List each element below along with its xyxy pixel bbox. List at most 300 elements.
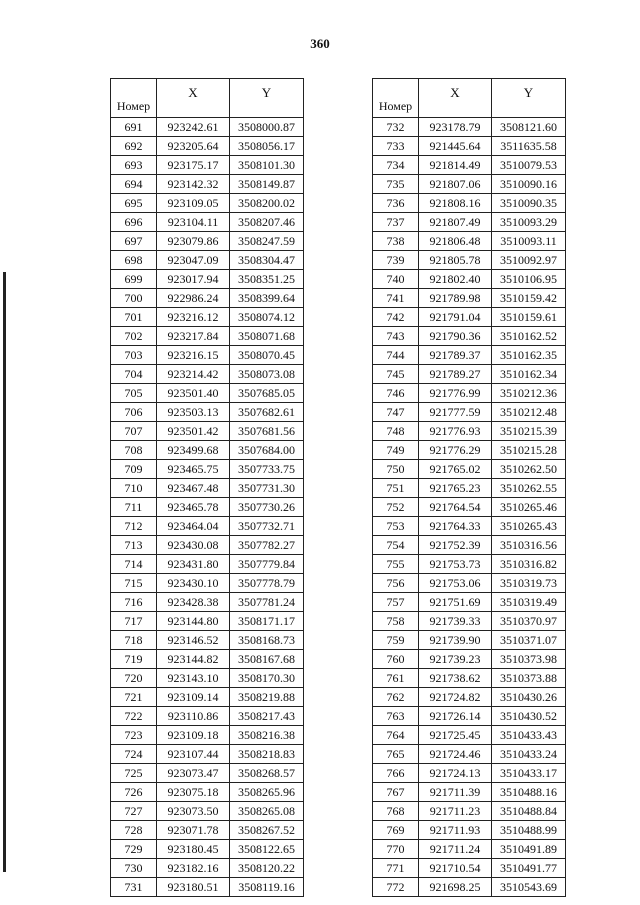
x-coordinate-cell: 921765.02 <box>419 460 492 479</box>
point-number-cell: 760 <box>373 650 419 669</box>
table-row <box>373 422 566 441</box>
point-number-cell: 751 <box>373 479 419 498</box>
table-row <box>111 745 304 764</box>
x-coordinate-cell: 923144.80 <box>157 612 230 631</box>
x-coordinate-cell: 923182.16 <box>157 859 230 878</box>
point-number-cell: 730 <box>111 859 157 878</box>
point-number-cell: 694 <box>111 175 157 194</box>
point-number-cell: 747 <box>373 403 419 422</box>
table-row <box>373 517 566 536</box>
table-row <box>111 137 304 156</box>
x-coordinate-cell: 921791.04 <box>419 308 492 327</box>
x-coordinate-cell: 921739.23 <box>419 650 492 669</box>
y-coordinate-cell: 3510162.52 <box>492 327 566 346</box>
y-coordinate-cell: 3510433.24 <box>492 745 566 764</box>
x-coordinate-cell: 923109.05 <box>157 194 230 213</box>
table-row <box>373 232 566 251</box>
x-coordinate-cell: 923216.15 <box>157 346 230 365</box>
x-coordinate-cell: 923146.52 <box>157 631 230 650</box>
table-row <box>373 156 566 175</box>
table-row <box>373 384 566 403</box>
point-number-cell: 731 <box>111 878 157 897</box>
point-number-cell: 710 <box>111 479 157 498</box>
table-row <box>111 308 304 327</box>
point-number-cell: 711 <box>111 498 157 517</box>
y-coordinate-cell: 3507779.84 <box>230 555 304 574</box>
point-number-cell: 764 <box>373 726 419 745</box>
y-coordinate-cell: 3508170.30 <box>230 669 304 688</box>
y-coordinate-cell: 3511635.58 <box>492 137 566 156</box>
x-coordinate-cell: 921724.13 <box>419 764 492 783</box>
table-row <box>373 555 566 574</box>
x-coordinate-cell: 923075.18 <box>157 783 230 802</box>
x-coordinate-cell: 921726.14 <box>419 707 492 726</box>
x-coordinate-cell: 921764.33 <box>419 517 492 536</box>
point-number-cell: 767 <box>373 783 419 802</box>
y-coordinate-cell: 3508219.88 <box>230 688 304 707</box>
table-row <box>111 669 304 688</box>
point-number-cell: 695 <box>111 194 157 213</box>
header-x: X <box>157 79 230 118</box>
y-coordinate-cell: 3510488.99 <box>492 821 566 840</box>
x-coordinate-cell: 921807.06 <box>419 175 492 194</box>
point-number-cell: 714 <box>111 555 157 574</box>
x-coordinate-cell: 923428.38 <box>157 593 230 612</box>
x-coordinate-cell: 923467.48 <box>157 479 230 498</box>
y-coordinate-cell: 3507682.61 <box>230 403 304 422</box>
table-row <box>111 327 304 346</box>
y-coordinate-cell: 3510488.84 <box>492 802 566 821</box>
x-coordinate-cell: 923017.94 <box>157 270 230 289</box>
y-coordinate-cell: 3508071.68 <box>230 327 304 346</box>
y-coordinate-cell: 3508056.17 <box>230 137 304 156</box>
table-row <box>373 707 566 726</box>
x-coordinate-cell: 923217.84 <box>157 327 230 346</box>
x-coordinate-cell: 922986.24 <box>157 289 230 308</box>
y-coordinate-cell: 3508247.59 <box>230 232 304 251</box>
table-row <box>111 726 304 745</box>
point-number-cell: 696 <box>111 213 157 232</box>
point-number-cell: 770 <box>373 840 419 859</box>
table-row <box>111 859 304 878</box>
point-number-cell: 768 <box>373 802 419 821</box>
point-number-cell: 693 <box>111 156 157 175</box>
point-number-cell: 754 <box>373 536 419 555</box>
x-coordinate-cell: 923175.17 <box>157 156 230 175</box>
table-row <box>111 384 304 403</box>
table-row <box>373 460 566 479</box>
point-number-cell: 759 <box>373 631 419 650</box>
table-row <box>373 612 566 631</box>
table-row <box>373 251 566 270</box>
y-coordinate-cell: 3510488.16 <box>492 783 566 802</box>
x-coordinate-cell: 923503.13 <box>157 403 230 422</box>
x-coordinate-cell: 921807.49 <box>419 213 492 232</box>
y-coordinate-cell: 3507681.56 <box>230 422 304 441</box>
x-coordinate-cell: 921753.73 <box>419 555 492 574</box>
table-row <box>111 688 304 707</box>
table-row <box>373 688 566 707</box>
y-coordinate-cell: 3510430.52 <box>492 707 566 726</box>
table-row <box>373 118 566 137</box>
page-number: 360 <box>310 36 330 51</box>
point-number-cell: 716 <box>111 593 157 612</box>
point-number-cell: 728 <box>111 821 157 840</box>
point-number-cell: 735 <box>373 175 419 194</box>
x-coordinate-cell: 921789.27 <box>419 365 492 384</box>
y-coordinate-cell: 3508168.73 <box>230 631 304 650</box>
y-coordinate-cell: 3508101.30 <box>230 156 304 175</box>
point-number-cell: 755 <box>373 555 419 574</box>
table-row <box>111 707 304 726</box>
table-body <box>373 118 566 897</box>
point-number-cell: 704 <box>111 365 157 384</box>
y-coordinate-cell: 3510371.07 <box>492 631 566 650</box>
table-row <box>373 650 566 669</box>
x-coordinate-cell: 923501.42 <box>157 422 230 441</box>
x-coordinate-cell: 921765.23 <box>419 479 492 498</box>
point-number-cell: 692 <box>111 137 157 156</box>
point-number-cell: 720 <box>111 669 157 688</box>
point-number-cell: 752 <box>373 498 419 517</box>
point-number-cell: 729 <box>111 840 157 859</box>
y-coordinate-cell: 3510265.43 <box>492 517 566 536</box>
y-coordinate-cell: 3508218.83 <box>230 745 304 764</box>
y-coordinate-cell: 3508267.52 <box>230 821 304 840</box>
point-number-cell: 745 <box>373 365 419 384</box>
x-coordinate-cell: 923465.75 <box>157 460 230 479</box>
table-row <box>373 859 566 878</box>
table-row <box>373 726 566 745</box>
y-coordinate-cell: 3508268.57 <box>230 764 304 783</box>
y-coordinate-cell: 3510373.98 <box>492 650 566 669</box>
table-row <box>111 612 304 631</box>
y-coordinate-cell: 3508399.64 <box>230 289 304 308</box>
point-number-cell: 723 <box>111 726 157 745</box>
x-coordinate-cell: 921777.59 <box>419 403 492 422</box>
table-row <box>111 498 304 517</box>
table-header-row <box>373 79 566 118</box>
table-row <box>111 631 304 650</box>
table-row <box>111 251 304 270</box>
x-coordinate-cell: 923073.47 <box>157 764 230 783</box>
y-coordinate-cell: 3510262.50 <box>492 460 566 479</box>
y-coordinate-cell: 3507731.30 <box>230 479 304 498</box>
x-coordinate-cell: 923205.64 <box>157 137 230 156</box>
point-number-cell: 766 <box>373 764 419 783</box>
table-row <box>373 764 566 783</box>
table-row <box>373 536 566 555</box>
point-number-cell: 746 <box>373 384 419 403</box>
y-coordinate-cell: 3508217.43 <box>230 707 304 726</box>
x-coordinate-cell: 921752.39 <box>419 536 492 555</box>
x-coordinate-cell: 921814.49 <box>419 156 492 175</box>
point-number-cell: 737 <box>373 213 419 232</box>
point-number-cell: 702 <box>111 327 157 346</box>
point-number-cell: 740 <box>373 270 419 289</box>
table-row <box>373 802 566 821</box>
table-row <box>111 555 304 574</box>
table-row <box>373 840 566 859</box>
x-coordinate-cell: 923431.80 <box>157 555 230 574</box>
point-number-cell: 749 <box>373 441 419 460</box>
point-number-cell: 761 <box>373 669 419 688</box>
y-coordinate-cell: 3508121.60 <box>492 118 566 137</box>
y-coordinate-cell: 3508073.08 <box>230 365 304 384</box>
x-coordinate-cell: 923144.82 <box>157 650 230 669</box>
x-coordinate-cell: 923047.09 <box>157 251 230 270</box>
table-row <box>373 213 566 232</box>
y-coordinate-cell: 3508119.16 <box>230 878 304 897</box>
y-coordinate-cell: 3507781.24 <box>230 593 304 612</box>
x-coordinate-cell: 921806.48 <box>419 232 492 251</box>
y-coordinate-cell: 3508265.96 <box>230 783 304 802</box>
x-coordinate-cell: 923430.08 <box>157 536 230 555</box>
y-coordinate-cell: 3510319.49 <box>492 593 566 612</box>
y-coordinate-cell: 3508000.87 <box>230 118 304 137</box>
point-number-cell: 758 <box>373 612 419 631</box>
y-coordinate-cell: 3510491.89 <box>492 840 566 859</box>
point-number-cell: 750 <box>373 460 419 479</box>
x-coordinate-cell: 923143.10 <box>157 669 230 688</box>
x-coordinate-cell: 923109.14 <box>157 688 230 707</box>
table-row <box>373 346 566 365</box>
x-coordinate-cell: 921711.24 <box>419 840 492 859</box>
point-number-cell: 701 <box>111 308 157 327</box>
table-row <box>111 878 304 897</box>
y-coordinate-cell: 3508200.02 <box>230 194 304 213</box>
point-number-cell: 708 <box>111 441 157 460</box>
x-coordinate-cell: 921789.98 <box>419 289 492 308</box>
x-coordinate-cell: 921776.93 <box>419 422 492 441</box>
table-row <box>111 175 304 194</box>
table-row <box>111 840 304 859</box>
point-number-cell: 725 <box>111 764 157 783</box>
point-number-cell: 719 <box>111 650 157 669</box>
table-row <box>373 441 566 460</box>
point-number-cell: 709 <box>111 460 157 479</box>
x-coordinate-cell: 923214.42 <box>157 365 230 384</box>
table-row <box>111 517 304 536</box>
point-number-cell: 715 <box>111 574 157 593</box>
y-coordinate-cell: 3508265.08 <box>230 802 304 821</box>
header-y: Y <box>230 79 304 118</box>
y-coordinate-cell: 3510370.97 <box>492 612 566 631</box>
x-coordinate-cell: 921725.45 <box>419 726 492 745</box>
coordinates-table-right <box>372 78 566 897</box>
coordinates-table-left <box>110 78 304 897</box>
point-number-cell: 748 <box>373 422 419 441</box>
y-coordinate-cell: 3508171.17 <box>230 612 304 631</box>
x-coordinate-cell: 923180.45 <box>157 840 230 859</box>
y-coordinate-cell: 3510162.35 <box>492 346 566 365</box>
y-coordinate-cell: 3508149.87 <box>230 175 304 194</box>
y-coordinate-cell: 3510430.26 <box>492 688 566 707</box>
x-coordinate-cell: 923107.44 <box>157 745 230 764</box>
x-coordinate-cell: 923071.78 <box>157 821 230 840</box>
y-coordinate-cell: 3507685.05 <box>230 384 304 403</box>
x-coordinate-cell: 921805.78 <box>419 251 492 270</box>
table-row <box>111 422 304 441</box>
x-coordinate-cell: 921764.54 <box>419 498 492 517</box>
table-row <box>373 194 566 213</box>
x-coordinate-cell: 923180.51 <box>157 878 230 897</box>
y-coordinate-cell: 3508207.46 <box>230 213 304 232</box>
point-number-cell: 772 <box>373 878 419 897</box>
header-number: Номер <box>111 79 157 118</box>
x-coordinate-cell: 921698.25 <box>419 878 492 897</box>
y-coordinate-cell: 3510159.42 <box>492 289 566 308</box>
point-number-cell: 727 <box>111 802 157 821</box>
x-coordinate-cell: 921711.39 <box>419 783 492 802</box>
y-coordinate-cell: 3510092.97 <box>492 251 566 270</box>
x-coordinate-cell: 923499.68 <box>157 441 230 460</box>
y-coordinate-cell: 3510373.88 <box>492 669 566 688</box>
x-coordinate-cell: 921738.62 <box>419 669 492 688</box>
table-row <box>111 574 304 593</box>
table-row <box>111 270 304 289</box>
y-coordinate-cell: 3510212.36 <box>492 384 566 403</box>
point-number-cell: 763 <box>373 707 419 726</box>
y-coordinate-cell: 3508070.45 <box>230 346 304 365</box>
y-coordinate-cell: 3510433.43 <box>492 726 566 745</box>
table-row <box>373 327 566 346</box>
point-number-cell: 706 <box>111 403 157 422</box>
y-coordinate-cell: 3508167.68 <box>230 650 304 669</box>
y-coordinate-cell: 3510433.17 <box>492 764 566 783</box>
x-coordinate-cell: 921751.69 <box>419 593 492 612</box>
x-coordinate-cell: 921710.54 <box>419 859 492 878</box>
y-coordinate-cell: 3508074.12 <box>230 308 304 327</box>
table-row <box>111 213 304 232</box>
table-row <box>373 498 566 517</box>
y-coordinate-cell: 3510159.61 <box>492 308 566 327</box>
point-number-cell: 712 <box>111 517 157 536</box>
point-number-cell: 744 <box>373 346 419 365</box>
y-coordinate-cell: 3510265.46 <box>492 498 566 517</box>
table-row <box>373 669 566 688</box>
point-number-cell: 743 <box>373 327 419 346</box>
x-coordinate-cell: 921790.36 <box>419 327 492 346</box>
y-coordinate-cell: 3510093.11 <box>492 232 566 251</box>
table-row <box>111 460 304 479</box>
x-coordinate-cell: 923142.32 <box>157 175 230 194</box>
point-number-cell: 771 <box>373 859 419 878</box>
y-coordinate-cell: 3510215.28 <box>492 441 566 460</box>
table-row <box>111 783 304 802</box>
y-coordinate-cell: 3508120.22 <box>230 859 304 878</box>
table-row <box>373 175 566 194</box>
y-coordinate-cell: 3510316.82 <box>492 555 566 574</box>
x-coordinate-cell: 923464.04 <box>157 517 230 536</box>
x-coordinate-cell: 923109.18 <box>157 726 230 745</box>
point-number-cell: 697 <box>111 232 157 251</box>
point-number-cell: 762 <box>373 688 419 707</box>
scan-edge-mark <box>3 272 6 872</box>
x-coordinate-cell: 921776.29 <box>419 441 492 460</box>
point-number-cell: 742 <box>373 308 419 327</box>
x-coordinate-cell: 921724.46 <box>419 745 492 764</box>
y-coordinate-cell: 3508304.47 <box>230 251 304 270</box>
table-row <box>111 289 304 308</box>
point-number-cell: 691 <box>111 118 157 137</box>
y-coordinate-cell: 3510090.35 <box>492 194 566 213</box>
table-row <box>373 289 566 308</box>
x-coordinate-cell: 921776.99 <box>419 384 492 403</box>
x-coordinate-cell: 923465.78 <box>157 498 230 517</box>
table-row <box>111 118 304 137</box>
point-number-cell: 698 <box>111 251 157 270</box>
table-row <box>373 403 566 422</box>
x-coordinate-cell: 923430.10 <box>157 574 230 593</box>
point-number-cell: 724 <box>111 745 157 764</box>
point-number-cell: 713 <box>111 536 157 555</box>
x-coordinate-cell: 921753.06 <box>419 574 492 593</box>
y-coordinate-cell: 3510079.53 <box>492 156 566 175</box>
point-number-cell: 721 <box>111 688 157 707</box>
table-row <box>111 650 304 669</box>
x-coordinate-cell: 921802.40 <box>419 270 492 289</box>
point-number-cell: 703 <box>111 346 157 365</box>
header-y: Y <box>492 79 566 118</box>
table-row <box>111 194 304 213</box>
x-coordinate-cell: 921711.23 <box>419 802 492 821</box>
table-row <box>373 365 566 384</box>
point-number-cell: 769 <box>373 821 419 840</box>
table-row <box>373 783 566 802</box>
x-coordinate-cell: 923110.86 <box>157 707 230 726</box>
point-number-cell: 741 <box>373 289 419 308</box>
y-coordinate-cell: 3510262.55 <box>492 479 566 498</box>
y-coordinate-cell: 3508351.25 <box>230 270 304 289</box>
x-coordinate-cell: 923501.40 <box>157 384 230 403</box>
y-coordinate-cell: 3510162.34 <box>492 365 566 384</box>
x-coordinate-cell: 921789.37 <box>419 346 492 365</box>
table-header-row <box>111 79 304 118</box>
table-row <box>373 593 566 612</box>
y-coordinate-cell: 3510319.73 <box>492 574 566 593</box>
table-row <box>373 878 566 897</box>
x-coordinate-cell: 921711.93 <box>419 821 492 840</box>
y-coordinate-cell: 3510215.39 <box>492 422 566 441</box>
point-number-cell: 736 <box>373 194 419 213</box>
y-coordinate-cell: 3507730.26 <box>230 498 304 517</box>
table-body <box>111 118 304 897</box>
table-row <box>111 593 304 612</box>
y-coordinate-cell: 3507782.27 <box>230 536 304 555</box>
header-x: X <box>419 79 492 118</box>
table-row <box>111 479 304 498</box>
x-coordinate-cell: 921724.82 <box>419 688 492 707</box>
point-number-cell: 756 <box>373 574 419 593</box>
table-row <box>111 536 304 555</box>
y-coordinate-cell: 3510491.77 <box>492 859 566 878</box>
x-coordinate-cell: 921739.90 <box>419 631 492 650</box>
y-coordinate-cell: 3508122.65 <box>230 840 304 859</box>
table-row <box>373 479 566 498</box>
y-coordinate-cell: 3510212.48 <box>492 403 566 422</box>
header-number: Номер <box>373 79 419 118</box>
y-coordinate-cell: 3507733.75 <box>230 460 304 479</box>
point-number-cell: 717 <box>111 612 157 631</box>
table-row <box>373 821 566 840</box>
point-number-cell: 707 <box>111 422 157 441</box>
point-number-cell: 739 <box>373 251 419 270</box>
x-coordinate-cell: 921808.16 <box>419 194 492 213</box>
point-number-cell: 732 <box>373 118 419 137</box>
point-number-cell: 699 <box>111 270 157 289</box>
point-number-cell: 705 <box>111 384 157 403</box>
